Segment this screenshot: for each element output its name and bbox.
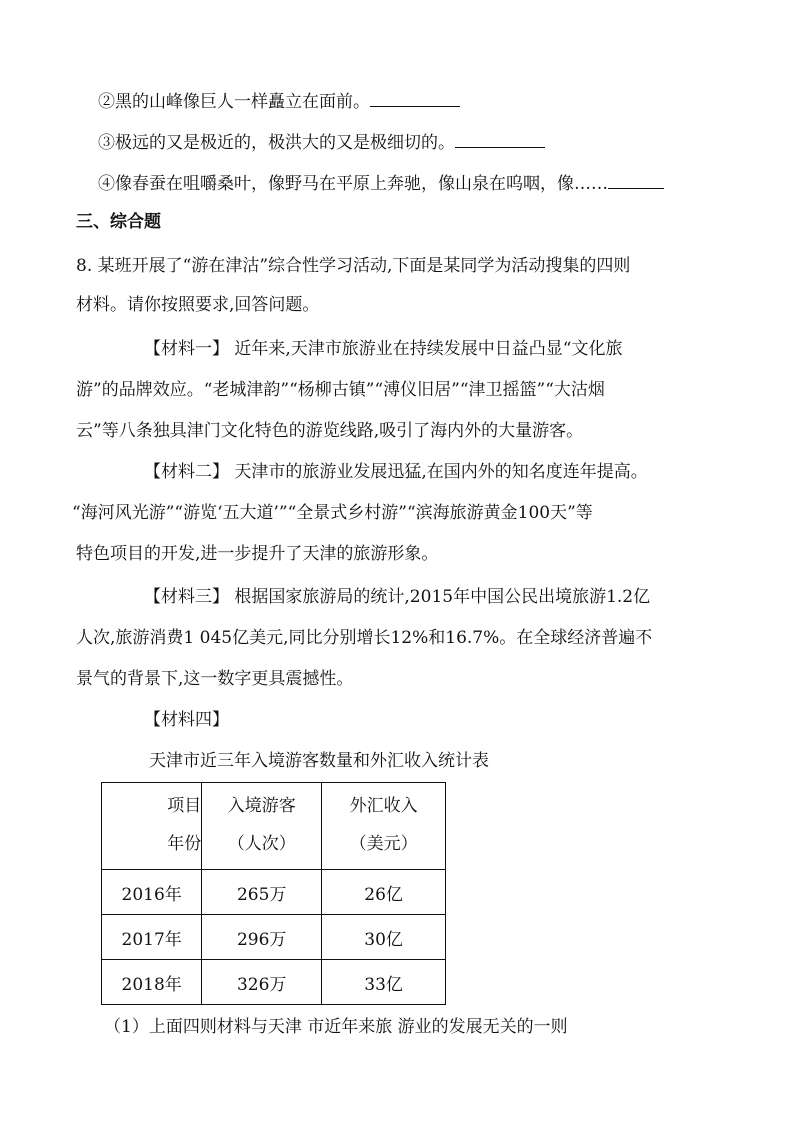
question-8-line-2: 材料。请你按照要求,回答问题。	[76, 295, 320, 315]
statistics-table	[101, 782, 446, 1005]
year-cell: 2018年	[102, 960, 202, 1005]
material-1-line-1: 【材料一】 近年来,天津市旅游业在持续发展中日益凸显“文化旅	[144, 339, 623, 359]
material-2-line-1: 【材料二】 天津市的旅游业发展迅猛,在国内外的知名度连年提高。	[144, 462, 648, 482]
visitors-header-unit: （人次）	[227, 834, 296, 854]
material-4-label: 【材料四】	[144, 710, 229, 730]
material-3-line-3: 景气的背景下,这一数字更具震撼性。	[76, 669, 354, 689]
visitors-header-cell	[202, 783, 322, 870]
material-1-line-2: 游”的品牌效应。“老城津韵”“杨柳古镇”“溥仪旧居”“津卫摇篮”“大沽烟	[76, 380, 605, 400]
table-title: 天津市近三年入境游客数量和外汇收入统计表	[149, 751, 489, 771]
item-4	[98, 170, 664, 195]
visitors-cell: 326万	[202, 960, 322, 1005]
table-row	[102, 960, 446, 1005]
material-3-line-1: 【材料三】 根据国家旅游局的统计,2015年中国公民出境旅游1.2亿	[144, 587, 651, 607]
table-row	[102, 870, 446, 915]
income-header-cell	[322, 783, 446, 870]
section-heading: 三、综合题	[76, 212, 161, 232]
question-8-line-1: 8. 某班开展了“游在津沽”综合性学习活动,下面是某同学为活动搜集的四则	[76, 256, 631, 276]
income-header-unit: （美元）	[349, 834, 418, 854]
material-2-line-3: 特色项目的开发,进一步提升了天津的旅游形象。	[76, 544, 439, 564]
item-3	[98, 129, 545, 154]
income-cell: 30亿	[322, 915, 446, 960]
visitors-header-top: 入境游客	[227, 796, 296, 816]
material-3-line-2: 人次,旅游消费1 045亿美元,同比分别增长12%和16.7%。在全球经济普遍不	[76, 628, 653, 648]
answer-blank-4[interactable]	[608, 170, 664, 189]
item-2	[98, 88, 460, 113]
subquestion-1: （1）上面四则材料与天津 市近年来旅 游业的发展无关的一则	[104, 1017, 568, 1037]
material-1-line-3: 云”等八条独具津门文化特色的游览线路,吸引了海内外的大量游客。	[76, 421, 584, 441]
answer-blank-3[interactable]	[455, 129, 545, 148]
income-cell: 26亿	[322, 870, 446, 915]
visitors-cell: 296万	[202, 915, 322, 960]
visitors-cell: 265万	[202, 870, 322, 915]
table-header-row	[102, 783, 446, 870]
corner-header-cell	[102, 783, 202, 870]
table-row	[102, 915, 446, 960]
income-header-top: 外汇收入	[349, 796, 418, 816]
item-4-text: ④像春蚕在咀嚼桑叶，像野马在平原上奔驰，像山泉在呜咽，像……	[98, 174, 608, 194]
year-cell: 2017年	[102, 915, 202, 960]
material-2-line-2: “海河风光游”“游览‘五大道’”“全景式乡村游”“滨海旅游黄金100天”等	[72, 503, 593, 523]
income-cell: 33亿	[322, 960, 446, 1005]
corner-header-year: 年份	[167, 834, 202, 854]
item-2-text: ②黑的山峰像巨人一样矗立在面前。	[98, 92, 370, 112]
item-3-text: ③极远的又是极近的，极洪大的又是极细切的。	[98, 133, 455, 153]
corner-header-item: 项目	[167, 796, 202, 816]
answer-blank-2[interactable]	[370, 88, 460, 107]
year-cell: 2016年	[102, 870, 202, 915]
